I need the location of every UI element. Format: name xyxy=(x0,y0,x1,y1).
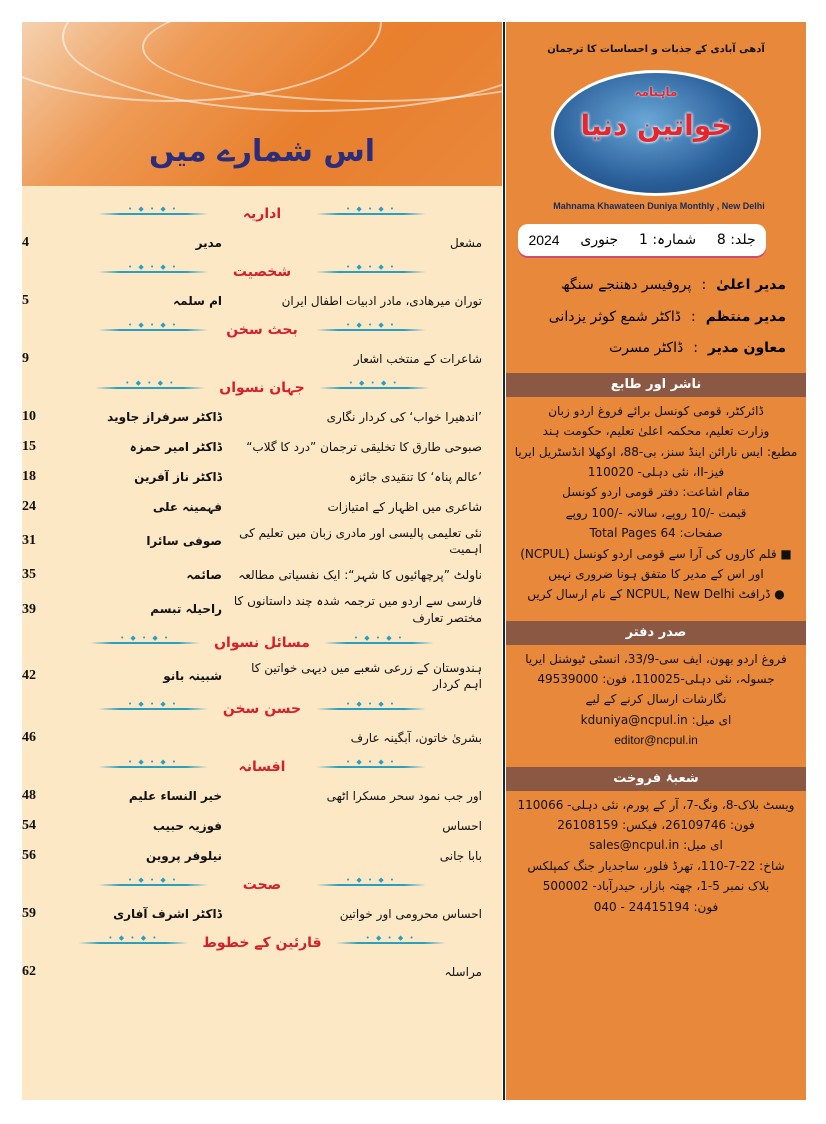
editor-row xyxy=(506,308,806,328)
info-line: editor@ncpul.in xyxy=(614,733,698,748)
ornament-divider xyxy=(95,387,205,389)
info-line: شاخ: 22-7-110، تھرڈ فلور، ساجدیار جنگ کمپلکس xyxy=(527,858,785,873)
editor-name: ڈاکٹر شمع کوثر یزدانی xyxy=(548,308,681,325)
entry-author: ڈاکٹر امیر حمزہ xyxy=(129,439,222,454)
entry-page: 39 xyxy=(22,601,36,617)
entry-author: ام سلمہ xyxy=(173,293,222,308)
entry-author: نیلوفر پروین xyxy=(145,849,222,864)
entry-page: 46 xyxy=(22,730,36,746)
toc-entry[interactable] xyxy=(22,432,502,462)
page-title: اس شمارے میں xyxy=(148,134,376,169)
section-heading xyxy=(22,316,502,344)
info-line: مطبع: ایس نارائن اینڈ سنز، بی-88، اوکھلا انڈسٹریل ایریا xyxy=(514,444,798,459)
info-line: فون: 24415194 - 040 xyxy=(593,899,719,914)
entry-title: احساس xyxy=(442,819,482,834)
section-label: بحث سخن xyxy=(226,322,298,338)
toc-entry[interactable] xyxy=(22,657,502,695)
entry-author: صائمہ xyxy=(186,568,222,583)
entry-author: راحیلہ تبسم xyxy=(150,602,222,617)
editor-role: مدیر منتظم xyxy=(705,308,786,325)
info-line: بلاک نمبر 5-1، چھتہ بازار، حیدرآباد- 500002 xyxy=(542,879,770,894)
table-of-contents xyxy=(22,200,502,987)
info-line: جسولہ، نئی دہلی-110025، فون: 49539000 xyxy=(537,672,775,687)
info-line: اور اس کے مدیر کا متفق ہونا ضروری نہیں xyxy=(548,566,764,581)
info-line: فون: 26109746، فیکس: 26108159 xyxy=(557,818,755,833)
section-label: مسائل نسواں xyxy=(214,634,310,651)
section-label: اداریہ xyxy=(242,206,282,222)
section-heading xyxy=(22,374,502,402)
sales-info xyxy=(506,791,806,919)
entry-title: مراسلہ xyxy=(444,965,482,980)
section-label: صحت xyxy=(242,877,282,894)
entry-title: ’عالم پناہ‘ کا تنقیدی جائزہ xyxy=(349,469,482,484)
head-office-info xyxy=(506,645,806,753)
entry-title: شاعرات کے منتخب اشعار xyxy=(353,351,482,366)
ornament-divider xyxy=(78,942,188,944)
ornament-divider xyxy=(319,387,429,389)
editor-name: پروفیسر دھننجے سنگھ xyxy=(561,277,692,293)
section-label: حسن سخن xyxy=(222,701,302,718)
ornament-divider xyxy=(316,884,426,886)
section-label: جہان نسواں xyxy=(219,380,305,396)
entry-title: بشریٰ خاتون، آبگینہ عارف xyxy=(350,731,482,746)
separator: : xyxy=(690,308,696,325)
toc-entry[interactable] xyxy=(22,402,502,432)
section-heading xyxy=(22,695,502,723)
logo-title: خواتین دنیا xyxy=(580,109,732,142)
issue-info xyxy=(518,224,766,256)
entry-author: صوفی سائرا xyxy=(146,534,222,549)
info-line: ڈائرکٹر، قومی کونسل برائے فروغ اردو زبان xyxy=(548,403,764,418)
entry-page: 42 xyxy=(22,667,36,683)
info-line: ● ڈرافٹ NCPUL, New Delhi کے نام ارسال کریں xyxy=(527,587,785,602)
section-heading xyxy=(22,871,502,899)
entry-title: نئی تعلیمی پالیسی اور مادری زبان میں تعلیم کی اہمیت xyxy=(239,526,482,557)
entry-title: مشعل xyxy=(449,235,482,250)
separator: : xyxy=(701,277,707,293)
entry-page: 56 xyxy=(22,848,36,864)
issue-month: جنوری xyxy=(580,232,619,248)
ornament-divider xyxy=(90,642,200,644)
toc-entry[interactable] xyxy=(22,781,502,811)
toc-entry[interactable] xyxy=(22,560,502,590)
contents-header xyxy=(22,22,502,186)
section-label: قارئین کے خطوط xyxy=(202,935,322,952)
entry-author: فہمینہ علی xyxy=(152,499,222,514)
entry-title: احساس محرومی اور خواتین xyxy=(339,907,482,922)
editor-row xyxy=(506,276,806,296)
ornament-divider xyxy=(336,942,446,944)
editor-role: مدیر اعلیٰ xyxy=(716,277,786,293)
info-line: ای میل: sales@ncpul.in xyxy=(589,838,723,853)
entry-page: 48 xyxy=(22,788,36,804)
sales-heading: شعبۂ فروخت xyxy=(506,767,806,791)
info-line: فروغ اردو بھون، ایف سی-33/9، انسٹی ٹیوشنل ایریا xyxy=(525,651,787,666)
entry-author: ڈاکٹر ناز آفرین xyxy=(134,469,222,484)
info-line: مقام اشاعت: دفتر قومی اردو کونسل xyxy=(562,485,750,500)
magazine-logo xyxy=(551,70,765,211)
entry-page: 18 xyxy=(22,469,36,484)
ornament-divider xyxy=(98,884,208,886)
publisher-heading: ناشر اور طابع xyxy=(506,373,806,397)
info-line: فیز-II، نئی دہلی- 110020 xyxy=(587,464,725,479)
entry-title: فارسی سے اردو میں ترجمہ شدہ چند داستانوں کا مختصر تعارف xyxy=(233,594,482,625)
logo-english: Mahnama Khawateen Duniya Monthly , New Delhi xyxy=(553,201,765,211)
entry-title: صبوحی طارق کا تخلیقی ترجمان ”درد کا گلاب“ xyxy=(246,439,482,454)
ornament-divider xyxy=(98,708,208,710)
ornament-divider xyxy=(316,271,426,273)
section-heading xyxy=(22,629,502,657)
section-heading xyxy=(22,753,502,781)
entry-page: 35 xyxy=(22,567,36,583)
section-heading xyxy=(22,200,502,228)
info-line: قیمت -/10 روپے، سالانہ -/100 روپے xyxy=(565,505,747,520)
volume: جلد: 8 xyxy=(716,232,756,248)
editor-row xyxy=(506,339,806,359)
ornament-divider xyxy=(98,766,208,768)
section-heading xyxy=(22,258,502,286)
entry-author: شبینہ بانو xyxy=(163,668,222,683)
entry-page: 5 xyxy=(22,293,29,308)
ornament-divider xyxy=(316,329,426,331)
editor-role: معاون مدیر xyxy=(707,340,786,357)
entry-author: فوزیہ حبیب xyxy=(152,819,222,834)
ornament-divider xyxy=(324,642,434,644)
entry-page: 62 xyxy=(22,964,36,980)
publisher-info xyxy=(506,397,806,607)
entry-author: ڈاکٹر سرفراز جاوید xyxy=(107,409,222,424)
logo-area xyxy=(506,22,806,212)
ornament-divider xyxy=(98,329,208,331)
entry-title: ناولٹ ”پرچھائیوں کا شہر“: ایک نفسیاتی مطالعہ xyxy=(238,568,482,583)
toc-entry[interactable] xyxy=(22,286,502,316)
ornament-divider xyxy=(98,271,208,273)
column-divider xyxy=(503,22,505,1100)
toc-entry[interactable] xyxy=(22,811,502,841)
entry-page: 9 xyxy=(22,351,29,366)
entry-author: ڈاکٹر اشرف آفاری xyxy=(113,907,222,922)
entry-page: 10 xyxy=(22,409,36,424)
entry-title: بابا جانی xyxy=(439,849,482,864)
editor-name: ڈاکٹر مسرت xyxy=(609,340,684,357)
info-line: صفحات: 64 Total Pages xyxy=(589,526,723,541)
ornament-divider xyxy=(316,213,426,215)
entry-page: 54 xyxy=(22,818,36,834)
masthead-panel xyxy=(506,22,806,1100)
toc-entry[interactable] xyxy=(22,723,502,753)
issue-number: شمارہ: 1 xyxy=(638,232,697,248)
entry-title: ہندوستان کے زرعی شعبے میں دیہی خواتین کا اہم کردار xyxy=(251,660,482,691)
section-label: شخصیت xyxy=(232,264,292,280)
toc-entry[interactable] xyxy=(22,492,502,522)
entry-page: 24 xyxy=(22,499,36,514)
toc-entry[interactable] xyxy=(22,228,502,258)
toc-entry[interactable] xyxy=(22,462,502,492)
toc-entry[interactable] xyxy=(22,344,502,374)
entry-title: اور جب نمود سحر مسکرا اٹھی xyxy=(326,789,482,804)
info-line: ای میل: kduniya@ncpul.in xyxy=(580,712,732,727)
issue-year: 2024 xyxy=(528,232,560,248)
info-line: نگارشات ارسال کرنے کے لیے xyxy=(585,692,727,707)
toc-entry[interactable] xyxy=(22,957,502,987)
toc-entry[interactable] xyxy=(22,841,502,871)
logo-sub: ماہنامہ xyxy=(634,85,678,99)
entry-page: 59 xyxy=(22,906,36,922)
ornament-divider xyxy=(316,708,426,710)
entry-author: خیر النساء علیم xyxy=(128,789,222,804)
section-heading xyxy=(22,929,502,957)
toc-entry[interactable] xyxy=(22,899,502,929)
entry-author: مدیر xyxy=(195,235,222,250)
ornament-divider xyxy=(98,213,208,215)
entry-page: 15 xyxy=(22,439,36,454)
head-office-heading: صدر دفتر xyxy=(506,621,806,645)
entry-page: 4 xyxy=(22,235,29,250)
section-label: افسانہ xyxy=(238,759,286,776)
toc-entry[interactable] xyxy=(22,590,502,628)
entry-page: 31 xyxy=(22,533,36,549)
info-line: وزارت تعلیم، محکمہ اعلیٰ تعلیم، حکومت ہند xyxy=(542,424,770,439)
entry-title: شاعری میں اظہار کے امتیازات xyxy=(327,499,482,514)
separator: : xyxy=(693,340,698,357)
entry-title: توران میرھادی، مادر ادبیات اطفال ایران xyxy=(281,293,482,308)
ornament-divider xyxy=(316,766,426,768)
logo-tagline: آدھی آبادی کے جذبات و احساسات کا ترجمان xyxy=(547,44,765,55)
toc-entry[interactable] xyxy=(22,522,502,560)
info-line: ■ قلم کاروں کی آرا سے قومی اردو کونسل (NCPUL) xyxy=(520,546,792,561)
info-line: ویسٹ بلاک-8، ونگ-7، آر کے پورم، نئی دہلی- 110066 xyxy=(517,797,795,812)
entry-title: ’اندھیرا خواب‘ کی کردار نگاری xyxy=(326,409,482,424)
contents-panel xyxy=(22,22,502,1100)
